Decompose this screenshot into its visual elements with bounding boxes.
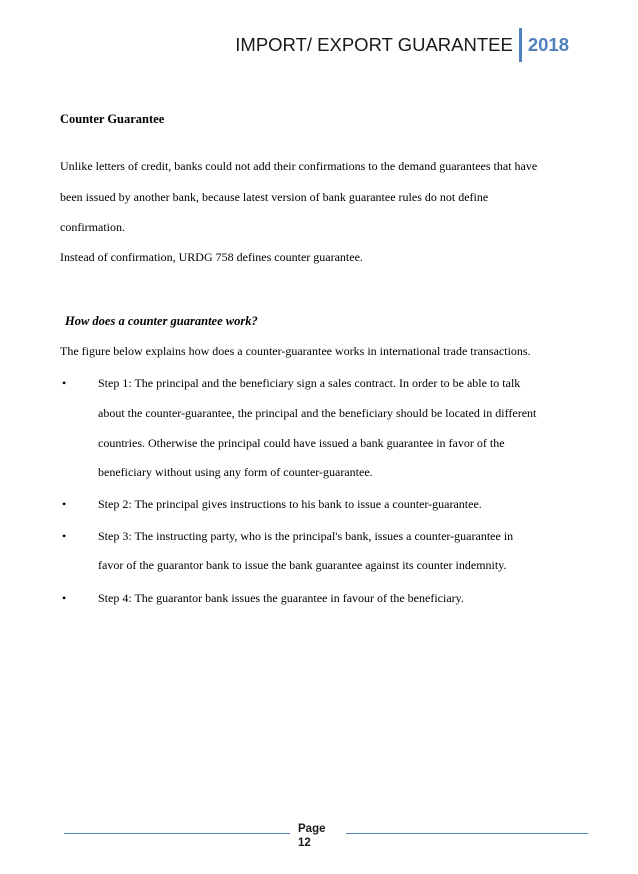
document-title: IMPORT/ EXPORT GUARANTEE <box>235 34 513 55</box>
bullet-2: • <box>62 497 67 511</box>
step-1-line-1: Step 1: The principal and the beneficiary sign a sales contract. In order to be able to talk <box>98 376 521 390</box>
footer-rule-right <box>346 833 588 834</box>
step-1-line-2: about the counter-guarantee, the principal and the beneficiary should be located in different <box>98 406 537 420</box>
figure-intro-line: The figure below explains how does a counter-guarantee works in international trade transactions. <box>60 344 531 358</box>
step-2-line-1: Step 2: The principal gives instructions to his bank to issue a counter-guarantee. <box>98 497 482 511</box>
footer-rule-left <box>64 833 290 834</box>
section-heading: Counter Guarantee <box>60 112 165 126</box>
page-header <box>235 28 569 62</box>
step-3-line-1: Step 3: The instructing party, who is the principal's bank, issues a counter-guarantee in <box>98 529 514 543</box>
question-heading: How does a counter guarantee work? <box>65 314 258 328</box>
page-word: Page <box>298 823 326 835</box>
intro-line-1: Unlike letters of credit, banks could not add their confirmations to the demand guarantees that have <box>60 159 538 173</box>
intro-line-4: Instead of confirmation, URDG 758 defines counter guarantee. <box>60 250 363 264</box>
bullet-4: • <box>62 591 67 605</box>
page-number <box>298 822 326 850</box>
step-1-line-4: beneficiary without using any form of counter-guarantee. <box>98 465 373 479</box>
intro-line-2: been issued by another bank, because latest version of bank guarantee rules do not define <box>60 190 489 204</box>
bullet-3: • <box>62 529 67 543</box>
step-3-line-2: favor of the guarantor bank to issue the bank guarantee against its counter indemnity. <box>98 558 507 572</box>
document-year: 2018 <box>527 34 569 55</box>
step-4-line-1: Step 4: The guarantor bank issues the guarantee in favour of the beneficiary. <box>98 591 464 605</box>
bullet-1: • <box>62 376 67 390</box>
intro-line-3: confirmation. <box>60 220 125 234</box>
step-1-line-3: countries. Otherwise the principal could have issued a bank guarantee in favor of the <box>98 436 505 450</box>
page-number-value: 12 <box>298 837 311 849</box>
